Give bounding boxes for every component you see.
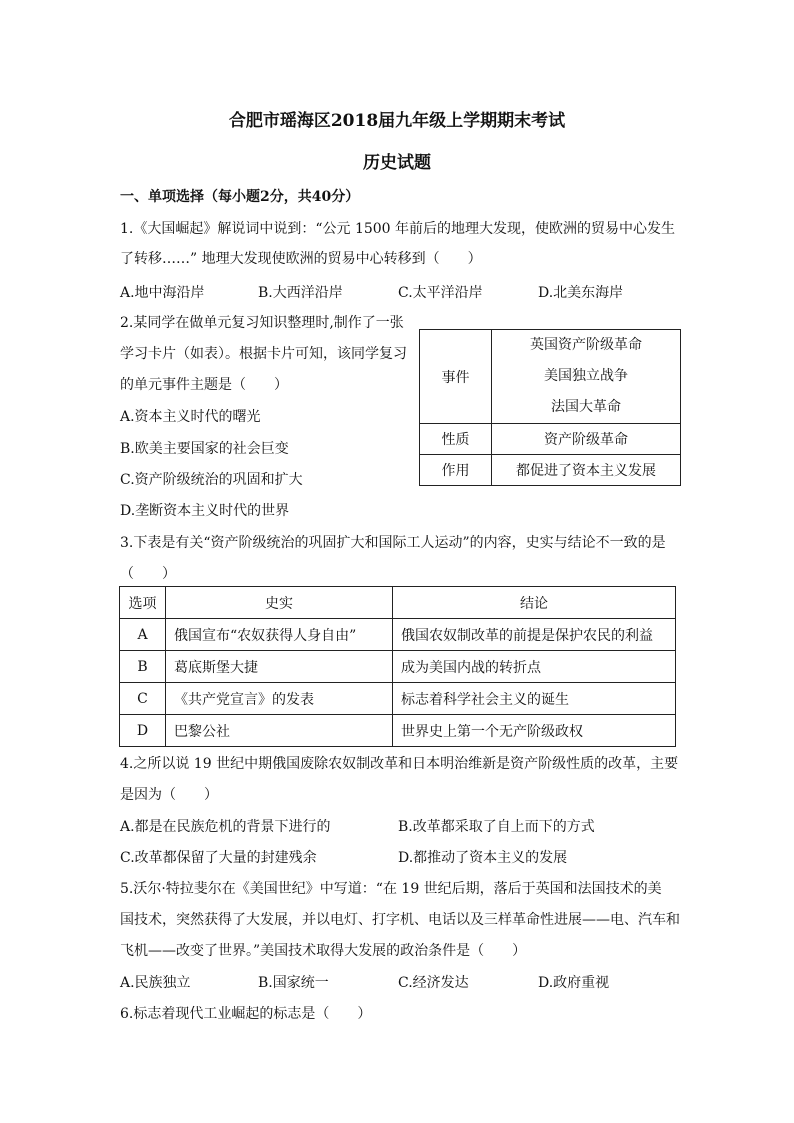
table-row	[120, 619, 676, 651]
q3-row-conclusion: 成为美国内战的转折点	[393, 651, 676, 683]
card-nature-value: 资产阶级革命	[492, 424, 681, 455]
q3-stem-line1: 3.下表是有关“资产阶级统治的巩固扩大和国际工人运动”的内容，史实与结论不一致的是	[120, 535, 666, 551]
q5-option-c: C.经济发达	[398, 975, 469, 991]
q3-row-conclusion: 世界史上第一个无产阶级政权	[393, 715, 676, 747]
q5-stem-line2: 国技术，突然获得了大发展，并以电灯、打字机、电话以及三样革命性进展——电、汽车和	[120, 912, 680, 928]
card-events-cell	[492, 330, 681, 424]
q3-row-fact: 《共产党宣言》的发表	[166, 683, 393, 715]
q2-option-c: C.资产阶级统治的巩固和扩大	[120, 472, 303, 488]
q4-stem-line1: 4.之所以说 19 世纪中期俄国废除农奴制改革和日本明治维新是资产阶级性质的改革，主要	[120, 756, 679, 772]
q5-option-d: D.政府重视	[538, 975, 610, 991]
q3-table	[119, 586, 676, 747]
q1-stem-line1: 1.《大国崛起》解说词中说到：“公元 1500 年前后的地理大发现，使欧洲的贸易中心发生	[120, 221, 676, 237]
q4-option-d: D.都推动了资本主义的发展	[398, 850, 568, 866]
q4-option-b: B.改革都采取了自上而下的方式	[398, 819, 595, 835]
q4-option-c: C.改革都保留了大量的封建残余	[120, 850, 317, 866]
q1-option-a: A.地中海沿岸	[120, 285, 205, 301]
q3-stem-line2: （ ）	[120, 566, 176, 582]
q3-row-fact: 巴黎公社	[166, 715, 393, 747]
card-effect-label: 作用	[420, 455, 492, 486]
card-nature-label: 性质	[420, 424, 492, 455]
q5-stem-line1: 5.沃尔·特拉斐尔在《美国世纪》中写道：“在 19 世纪后期，落后于英国和法国技术的美	[120, 881, 662, 897]
card-effect-value: 都促进了资本主义发展	[492, 455, 681, 486]
table-row	[120, 651, 676, 683]
q3-row-fact: 俄国宣布“农奴获得人身自由”	[166, 619, 393, 651]
q2-option-d: D.垄断资本主义时代的世界	[120, 503, 290, 519]
q2-stem-line1: 2.某同学在做单元复习知识整理时,制作了一张	[120, 315, 404, 331]
q4-stem-line2: 是因为（ ）	[120, 787, 218, 803]
q3-header-conclusion: 结论	[393, 587, 676, 619]
q3-row-conclusion: 标志着科学社会主义的诞生	[393, 683, 676, 715]
q3-row-option: D	[120, 715, 166, 747]
q5-option-a: A.民族独立	[120, 975, 191, 991]
exam-subtitle: 历史试题	[363, 153, 431, 173]
q5-stem-line3: 飞机——改变了世界。”美国技术取得大发展的政治条件是（ ）	[120, 943, 527, 959]
q2-stem-line2: 学习卡片（如表）。根据卡片可知，该同学复习	[120, 346, 407, 362]
card-event-3: 法国大革命	[551, 399, 621, 415]
q3-row-option: C	[120, 683, 166, 715]
q6-stem-line1: 6.标志着现代工业崛起的标志是（ ）	[120, 1006, 372, 1022]
card-event-1: 英国资产阶级革命	[530, 337, 642, 353]
table-row	[120, 683, 676, 715]
exam-title: 合肥市瑶海区2018届九年级上学期期末考试	[228, 111, 566, 131]
q2-option-a: A.资本主义时代的曙光	[120, 409, 261, 425]
q2-option-b: B.欧美主要国家的社会巨变	[120, 441, 289, 457]
q3-row-conclusion: 俄国农奴制改革的前提是保护农民的利益	[393, 619, 676, 651]
q5-option-b: B.国家统一	[258, 975, 329, 991]
q2-stem-line3: 的单元事件主题是（ ）	[120, 377, 288, 393]
q3-row-option: A	[120, 619, 166, 651]
q3-row-option: B	[120, 651, 166, 683]
q1-stem-line2: 了转移……” 地理大发现使欧洲的贸易中心转移到（ ）	[120, 251, 482, 267]
card-event-2: 美国独立战争	[544, 368, 628, 384]
card-event-label: 事件	[420, 330, 492, 424]
q4-option-a: A.都是在民族危机的背景下进行的	[120, 819, 331, 835]
q3-header-option: 选项	[120, 587, 166, 619]
q3-header-fact: 史实	[166, 587, 393, 619]
q3-row-fact: 葛底斯堡大捷	[166, 651, 393, 683]
q1-option-c: C.太平洋沿岸	[398, 285, 483, 301]
study-card-table	[419, 329, 681, 486]
q1-option-b: B.大西洋沿岸	[258, 285, 343, 301]
table-row	[120, 715, 676, 747]
q1-option-d: D.北美东海岸	[538, 285, 624, 301]
section-heading: 一、单项选择（每小题2分，共40分）	[120, 189, 360, 205]
